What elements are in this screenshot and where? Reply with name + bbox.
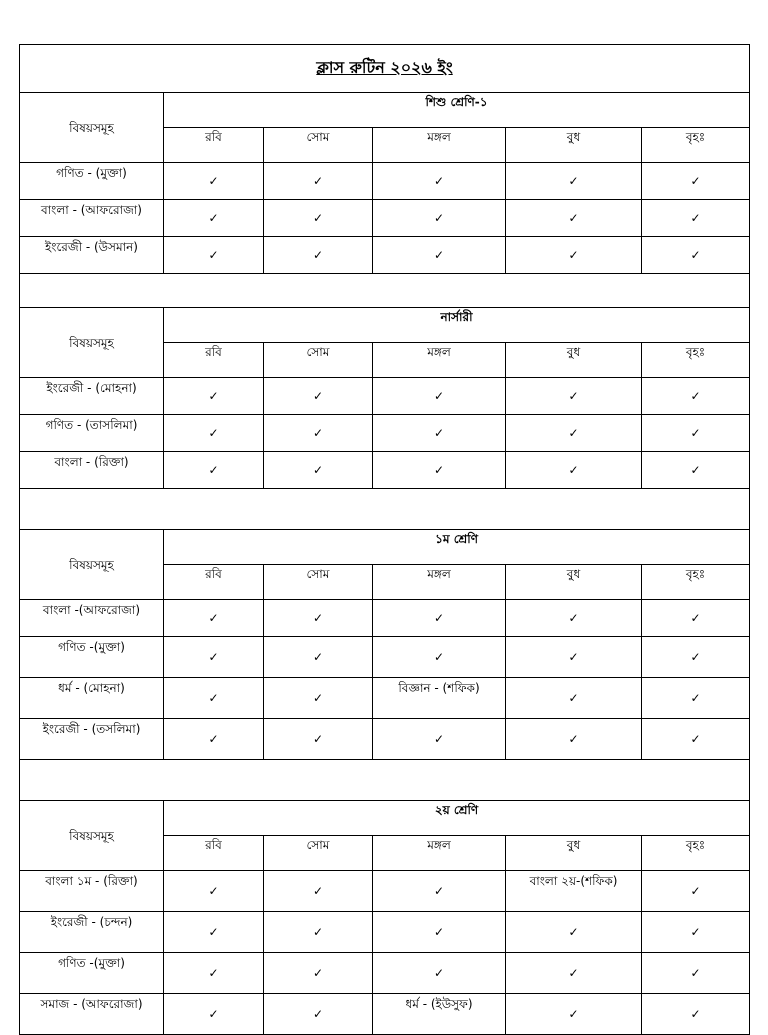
table-row [20,163,750,200]
check-mark-cell: ✓ [264,600,373,637]
table-row [20,719,750,760]
table-row [20,994,750,1035]
check-mark-cell: ✓ [373,163,506,200]
check-mark-cell: ✓ [373,452,506,489]
section-spacer [20,760,750,801]
check-mark-cell: ✓ [642,994,750,1035]
substitute-subject-cell: বিজ্ঞান - (শফিক) [373,678,506,719]
table-row [20,678,750,719]
check-mark-cell: ✓ [642,415,750,452]
check-mark-cell: ✓ [164,163,264,200]
section-spacer [20,274,750,308]
check-mark-cell: ✓ [373,600,506,637]
check-mark-cell: ✓ [642,871,750,912]
subjects-header: বিষয়সমূহ [20,801,164,871]
table-row [20,912,750,953]
check-mark-cell: ✓ [373,719,506,760]
check-mark-cell: ✓ [506,678,642,719]
table-row [20,378,750,415]
check-mark-cell: ✓ [506,719,642,760]
check-mark-cell: ✓ [264,200,373,237]
table-row [20,200,750,237]
check-mark-cell: ✓ [264,871,373,912]
check-mark-cell: ✓ [164,452,264,489]
class-name: ২য় শ্রেণি [164,801,750,836]
check-mark-cell: ✓ [642,719,750,760]
subject-cell: গণিত -(মুক্তা) [20,953,164,994]
check-mark-cell: ✓ [642,953,750,994]
class-name: নার্সারী [164,308,750,343]
check-mark-cell: ✓ [164,237,264,274]
section-header-row [20,530,750,565]
check-mark-cell: ✓ [506,237,642,274]
subject-cell: বাংলা - (আফরোজা) [20,200,164,237]
check-mark-cell: ✓ [373,237,506,274]
check-mark-cell: ✓ [642,163,750,200]
day-header: বুধ [506,343,642,378]
day-header: রবি [164,128,264,163]
check-mark-cell: ✓ [642,452,750,489]
check-mark-cell: ✓ [164,912,264,953]
subjects-header: বিষয়সমূহ [20,93,164,163]
check-mark-cell: ✓ [164,415,264,452]
class-name: শিশু শ্রেণি-১ [164,93,750,128]
table-row [20,637,750,678]
title-cell [20,45,750,93]
day-header: বুধ [506,128,642,163]
class-name: ১ম শ্রেণি [164,530,750,565]
day-header: রবি [164,343,264,378]
title-row [20,45,750,93]
subject-cell: বাংলা ১ম - (রিক্তা) [20,871,164,912]
check-mark-cell: ✓ [642,237,750,274]
day-header: মঙ্গল [373,343,506,378]
subject-cell: সমাজ - (আফরোজা) [20,994,164,1035]
spacer-cell [20,274,750,308]
day-header: মঙ্গল [373,836,506,871]
subjects-header: বিষয়সমূহ [20,530,164,600]
day-header: সোম [264,128,373,163]
check-mark-cell: ✓ [506,378,642,415]
check-mark-cell: ✓ [642,200,750,237]
check-mark-cell: ✓ [264,678,373,719]
check-mark-cell: ✓ [164,200,264,237]
table-row [20,953,750,994]
check-mark-cell: ✓ [264,912,373,953]
check-mark-cell: ✓ [264,237,373,274]
check-mark-cell: ✓ [506,912,642,953]
subjects-header: বিষয়সমূহ [20,308,164,378]
section-header-row [20,93,750,128]
check-mark-cell: ✓ [264,415,373,452]
check-mark-cell: ✓ [164,871,264,912]
day-header: বৃহঃ [642,343,750,378]
check-mark-cell: ✓ [642,912,750,953]
day-header: সোম [264,343,373,378]
check-mark-cell: ✓ [506,994,642,1035]
check-mark-cell: ✓ [164,378,264,415]
subject-cell: গণিত -(মুক্তা) [20,637,164,678]
check-mark-cell: ✓ [373,415,506,452]
check-mark-cell: ✓ [506,637,642,678]
day-header: রবি [164,565,264,600]
class-routine-table [19,44,750,1035]
check-mark-cell: ✓ [164,637,264,678]
day-header: বৃহঃ [642,128,750,163]
check-mark-cell: ✓ [506,163,642,200]
day-header: মঙ্গল [373,565,506,600]
check-mark-cell: ✓ [373,871,506,912]
check-mark-cell: ✓ [264,637,373,678]
check-mark-cell: ✓ [164,953,264,994]
check-mark-cell: ✓ [264,994,373,1035]
subject-cell: বাংলা -(আফরোজা) [20,600,164,637]
check-mark-cell: ✓ [164,678,264,719]
document-title: ক্লাস রুটিন ২০২৬ ইং [316,58,453,77]
check-mark-cell: ✓ [264,719,373,760]
check-mark-cell: ✓ [264,452,373,489]
table-row [20,452,750,489]
check-mark-cell: ✓ [264,378,373,415]
subject-cell: ইংরেজী - (তসলিমা) [20,719,164,760]
check-mark-cell: ✓ [642,378,750,415]
check-mark-cell: ✓ [264,163,373,200]
section-header-row [20,308,750,343]
check-mark-cell: ✓ [506,415,642,452]
day-header: বুধ [506,565,642,600]
check-mark-cell: ✓ [264,953,373,994]
routine-body [20,45,750,1035]
check-mark-cell: ✓ [506,600,642,637]
check-mark-cell: ✓ [373,912,506,953]
day-header: মঙ্গল [373,128,506,163]
spacer-cell [20,489,750,530]
day-header: সোম [264,836,373,871]
check-mark-cell: ✓ [506,200,642,237]
subject-cell: ইংরেজী - (চন্দন) [20,912,164,953]
check-mark-cell: ✓ [373,637,506,678]
day-header: সোম [264,565,373,600]
subject-cell: বাংলা - (রিক্তা) [20,452,164,489]
table-row [20,871,750,912]
check-mark-cell: ✓ [642,600,750,637]
spacer-cell [20,760,750,801]
table-row [20,415,750,452]
check-mark-cell: ✓ [373,200,506,237]
section-spacer [20,489,750,530]
subject-cell: ধর্ম - (মোহনা) [20,678,164,719]
check-mark-cell: ✓ [373,953,506,994]
check-mark-cell: ✓ [164,600,264,637]
subject-cell: গণিত - (মুক্তা) [20,163,164,200]
substitute-subject-cell: ধর্ম - (ইউসুফ) [373,994,506,1035]
check-mark-cell: ✓ [164,994,264,1035]
subject-cell: ইংরেজী - (মোহনা) [20,378,164,415]
subject-cell: গণিত - (তাসলিমা) [20,415,164,452]
section-header-row [20,801,750,836]
subject-cell: ইংরেজী - (উসমান) [20,237,164,274]
check-mark-cell: ✓ [642,678,750,719]
check-mark-cell: ✓ [506,953,642,994]
check-mark-cell: ✓ [506,452,642,489]
check-mark-cell: ✓ [642,637,750,678]
day-header: বুধ [506,836,642,871]
day-header: বৃহঃ [642,565,750,600]
day-header: বৃহঃ [642,836,750,871]
substitute-subject-cell: বাংলা ২য়-(শফিক) [506,871,642,912]
table-row [20,600,750,637]
check-mark-cell: ✓ [373,378,506,415]
day-header: রবি [164,836,264,871]
check-mark-cell: ✓ [164,719,264,760]
table-row [20,237,750,274]
